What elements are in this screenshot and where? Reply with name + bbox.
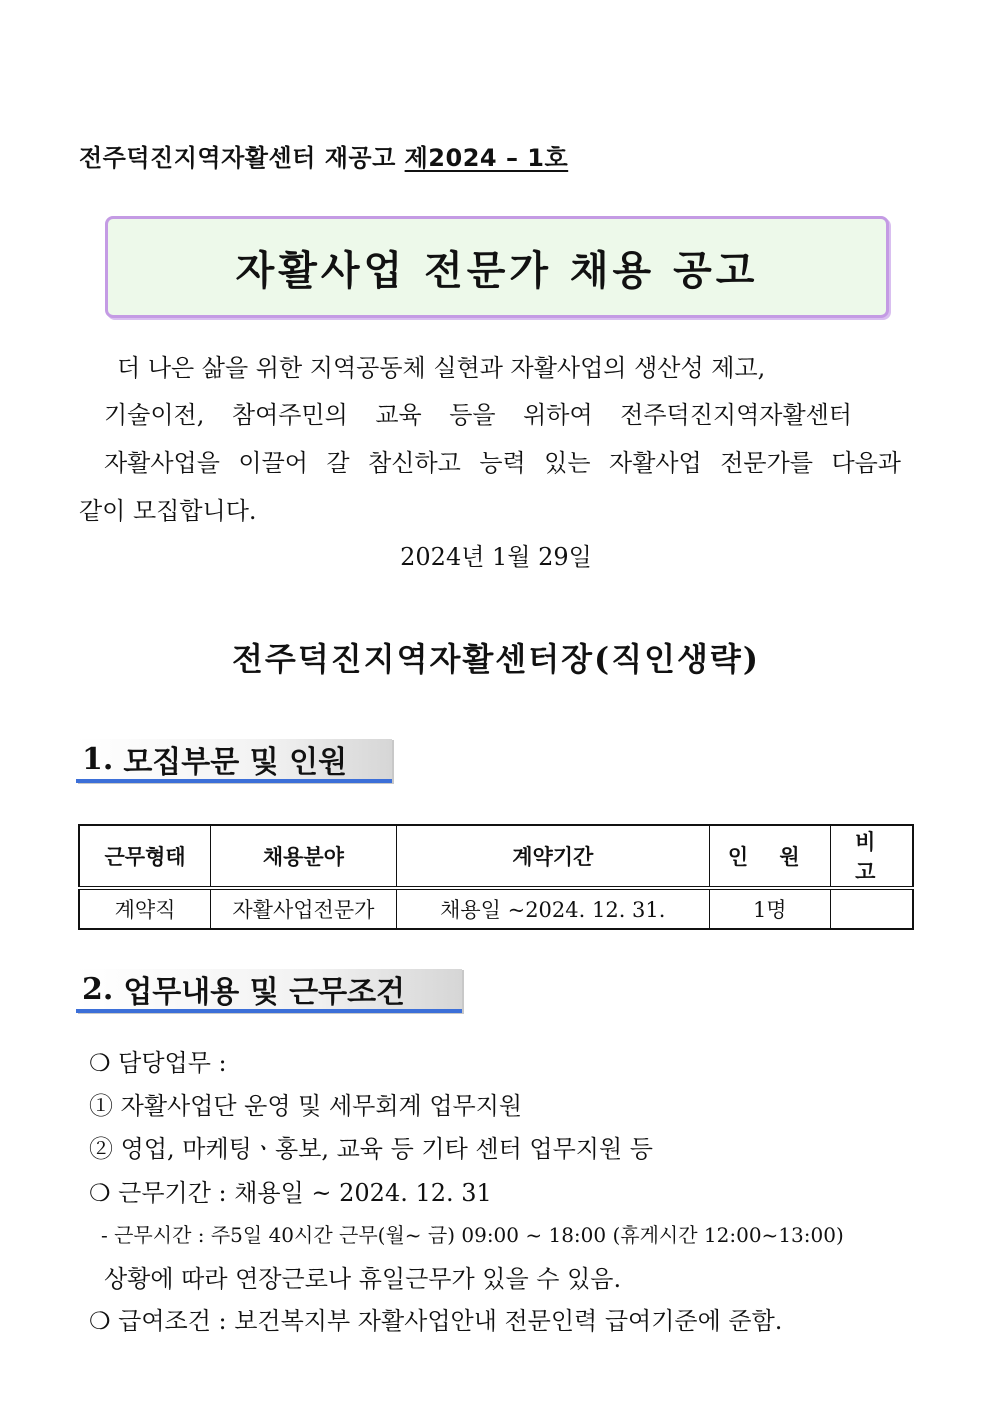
cell-headcount: 1명 (709, 888, 830, 929)
header-headcount: 인 원 (709, 825, 830, 888)
intro-line-4: 같이 모집합니다. (79, 497, 257, 525)
work-period: ❍ 근무기간 : 채용일 ~ 2024. 12. 31 (89, 1179, 492, 1207)
table-row (79, 888, 913, 929)
duty-item-1: ① 자활사업단 운영 및 세무회계 업무지원 (89, 1092, 523, 1120)
salary-condition: ❍ 급여조건 : 보건복지부 자활사업안내 전문인력 급여기준에 준함. (89, 1307, 783, 1335)
signer: 전주덕진지역자활센터장(직인생략) (232, 640, 760, 678)
section1-number: 1. (82, 741, 114, 777)
intro-line-2: 기술이전, 참여주민의 교육 등을 위하여 전주덕진지역자활센터 (104, 401, 852, 429)
overtime-note: 상황에 따라 연장근로나 휴일근무가 있을 수 있음. (104, 1265, 622, 1293)
notice-number (79, 138, 568, 173)
duty-label: ❍ 담당업무 : (89, 1049, 227, 1077)
page-title: 자활사업 전문가 채용 공고 (235, 247, 759, 294)
title-box (105, 216, 889, 318)
header-field: 채용분야 (211, 825, 396, 888)
intro-line-1: 더 나은 삶을 위한 지역공동체 실현과 자활사업의 생산성 제고, (117, 354, 766, 382)
section1-heading (76, 739, 392, 783)
header-work-type: 근무형태 (79, 825, 211, 888)
duty-item-2: ② 영업, 마케팅ㆍ홍보, 교육 등 기타 센터 업무지원 등 (89, 1135, 653, 1163)
section2-title: 업무내용 및 근무조건 (123, 975, 406, 1010)
cell-work-type: 계약직 (79, 888, 211, 929)
work-hours: - 근무시간 : 주5일 40시간 근무(월~ 금) 09:00 ~ 18:00 (휴게시간 12:00~13:00) (101, 1223, 844, 1247)
cell-contract-period: 채용일 ~2024. 12. 31. (396, 888, 709, 929)
notice-org: 전주덕진지역자활센터 재공고 (79, 144, 405, 172)
header-contract-period: 계약기간 (396, 825, 709, 888)
recruit-table (78, 824, 914, 930)
cell-remarks (830, 888, 913, 929)
notice-no: 제2024 – 1호 (404, 144, 569, 172)
section1-title: 모집부문 및 인원 (123, 745, 348, 780)
table-header-row (79, 825, 913, 888)
section2-number: 2. (82, 971, 114, 1007)
notice-date: 2024년 1월 29일 (400, 543, 592, 571)
cell-field: 자활사업전문가 (211, 888, 396, 929)
section2-heading (76, 969, 462, 1013)
header-remarks: 비 고 (830, 825, 913, 888)
intro-line-3: 자활사업을 이끌어 갈 참신하고 능력 있는 자활사업 전문가를 다음과 (104, 449, 901, 477)
